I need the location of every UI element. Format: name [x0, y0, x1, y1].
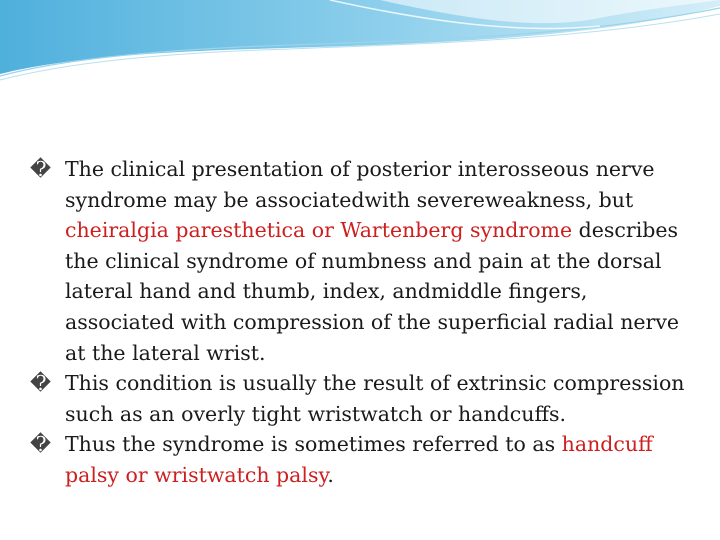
bullet-text: .: [327, 462, 334, 487]
slide-body: [30, 154, 700, 491]
bullet-item: [30, 154, 700, 368]
bullet-text: The clinical presentation of posterior interosseous nerve syndrome may be associatedwith severeweakness, but: [65, 157, 655, 212]
highlighted-term: handcuff palsy or wristwatch palsy: [65, 432, 653, 487]
header-wave-decoration: [0, 0, 720, 100]
bullet-text: describes the clinical syndrome of numbness and pain at the dorsal lateral hand and thumb, index, andmiddle fingers, associated with compression of the superficial radial nerve at the lateral wrist.: [65, 218, 680, 365]
bullet-item: [30, 429, 700, 490]
bullet-glyph-icon: �: [30, 157, 52, 181]
bullet-text: Thus the syndrome is sometimes referred to as: [65, 432, 562, 457]
highlighted-term: cheiralgia paresthetica or Wartenberg syndrome: [65, 218, 573, 243]
bullet-item: [30, 368, 700, 429]
bullet-text: This condition is usually the result of extrinsic compression such as an overly tight wristwatch or handcuffs.: [65, 371, 685, 426]
bullet-glyph-icon: �: [30, 371, 52, 396]
bullet-glyph-icon: �: [30, 432, 52, 457]
